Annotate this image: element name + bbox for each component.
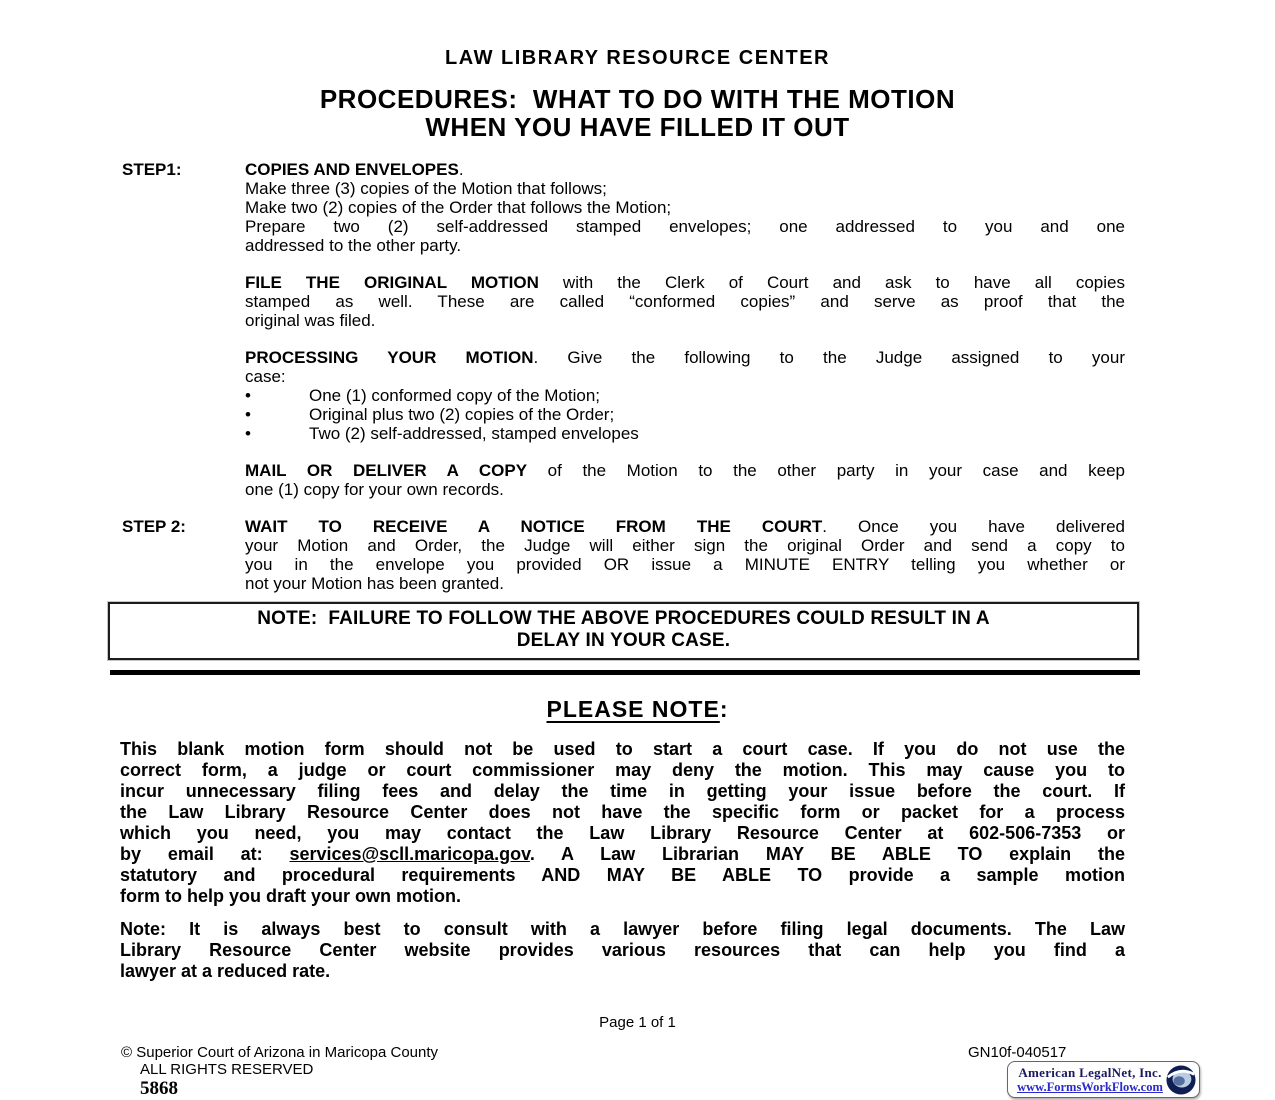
section-divider (110, 670, 1140, 675)
please-note-paragraph (120, 739, 1125, 907)
copies-heading-text: COPIES AND ENVELOPES (245, 160, 459, 179)
email-link[interactable]: services@scll.maricopa.gov (289, 844, 530, 864)
please-note-heading-text: PLEASE NOTE (546, 696, 720, 722)
processing-lead-text: PROCESSING YOUR MOTION (245, 348, 534, 367)
step-2-line-1 (245, 517, 1125, 536)
pn-para1-line-3: incur unnecessary filing fees and delay the time in getting your issue before the court. If (120, 781, 1125, 801)
file-paragraph (245, 273, 1125, 330)
warning-note-box (108, 602, 1139, 660)
bullet-icon: • (245, 386, 251, 405)
pn-para1-line-6-before: by email at: (120, 844, 290, 864)
formsworkflow-link[interactable]: www.FormsWorkFlow.com (1017, 1079, 1163, 1094)
title-line-2: WHEN YOU HAVE FILLED IT OUT (425, 112, 850, 142)
footer-copyright-block (121, 1044, 438, 1097)
pn-para2-line-2: Library Resource Center website provides various resources that can help you find a (120, 940, 1125, 960)
pn-para1-line-6 (120, 844, 1125, 865)
file-line-3: original was filed. (245, 311, 376, 330)
copies-line-3: Prepare two (2) self-addressed stamped envelopes; one addressed to you and one (245, 217, 1125, 236)
pn-para2-line-1: Note: It is always best to consult with a lawyer before filing legal documents. The Law (120, 919, 1125, 939)
step-2-label: STEP 2: (122, 517, 186, 536)
bullet-item (245, 405, 1125, 424)
mail-line-1 (245, 461, 1125, 480)
copies-line-1: Make three (3) copies of the Motion that follows; (245, 179, 607, 198)
step-1-content (245, 160, 1125, 517)
rights-reserved-line: ALL RIGHTS RESERVED (140, 1061, 314, 1078)
copies-line-4: addressed to the other party. (245, 236, 462, 255)
bullet-item-text: Two (2) self-addressed, stamped envelopes (309, 424, 639, 443)
processing-bullet-list (245, 386, 1125, 443)
mail-paragraph (245, 461, 1125, 499)
processing-line-1-rest: . Give the following to the Judge assigned to your (533, 348, 1125, 367)
step-2-line-1-rest: . Once you have delivered (822, 517, 1125, 536)
pn-para1-line-7: statutory and procedural requirements AND MAY BE ABLE TO provide a sample motion (120, 865, 1125, 885)
step-2-content (245, 517, 1125, 593)
processing-paragraph (245, 348, 1125, 386)
page-number: Page 1 of 1 (599, 1014, 676, 1031)
note-line-2: DELAY IN YOUR CASE. (516, 630, 731, 651)
bullet-icon: • (245, 424, 251, 443)
title-line-1: PROCEDURES: WHAT TO DO WITH THE MOTION (319, 84, 956, 114)
file-line-1 (245, 273, 1125, 292)
mail-line-1-rest: of the Motion to the other party in your case and keep (527, 461, 1125, 480)
pn-para1-line-1: This blank motion form should not be used to start a court case. If you do not use the (120, 739, 1125, 759)
copies-heading (245, 160, 1125, 179)
file-line-2: stamped as well. These are called “conformed copies” and serve as proof that the (245, 292, 1125, 311)
bullet-item-text: One (1) conformed copy of the Motion; (309, 386, 601, 405)
step-1-label: STEP1: (122, 160, 182, 179)
step-2-lead-text: WAIT TO RECEIVE A NOTICE FROM THE COURT (245, 517, 823, 536)
please-note-heading-colon: : (719, 696, 729, 722)
copyright-line: © Superior Court of Arizona in Maricopa County (121, 1044, 439, 1061)
copies-line-2: Make two (2) copies of the Order that follows the Motion; (245, 198, 672, 217)
please-note-heading (0, 696, 1275, 723)
legalnet-text-block (1014, 1066, 1166, 1094)
mail-lead-text: MAIL OR DELIVER A COPY (245, 461, 528, 480)
step-2-section (122, 517, 1125, 593)
american-legalnet-badge (1007, 1061, 1200, 1098)
page-title (0, 85, 1275, 141)
file-line-1-rest: with the Clerk of Court and ask to have all copies (538, 273, 1125, 292)
pn-para1-line-4: the Law Library Resource Center does not have the specific form or packet for a process (120, 802, 1125, 822)
procedure-steps (122, 160, 1125, 593)
pn-para1-line-6-after: . A Law Librarian MAY BE ABLE TO explain the (529, 844, 1125, 864)
form-number: 5868 (140, 1078, 178, 1099)
file-lead-text: FILE THE ORIGINAL MOTION (245, 273, 539, 292)
document-header: LAW LIBRARY RESOURCE CENTER (445, 47, 830, 69)
bullet-item-text: Original plus two (2) copies of the Order; (309, 405, 615, 424)
bullet-item (245, 424, 1125, 443)
pn-para1-line-8: form to help you draft your own motion. (120, 886, 461, 906)
note-line-1: NOTE: FAILURE TO FOLLOW THE ABOVE PROCEDURES COULD RESULT IN A (257, 608, 990, 629)
globe-icon (1166, 1065, 1196, 1095)
pn-para2-line-3: lawyer at a reduced rate. (120, 961, 331, 981)
pn-para1-line-2: correct form, a judge or court commissioner may deny the motion. This may cause you to (120, 760, 1125, 780)
document-code: GN10f-040517 (968, 1044, 1067, 1061)
step-2-line-4: not your Motion has been granted. (245, 574, 504, 593)
copies-heading-period: . (458, 160, 464, 179)
bullet-item (245, 386, 1125, 405)
bullet-icon: • (245, 405, 251, 424)
mail-line-2: one (1) copy for your own records. (245, 480, 504, 499)
step-2-line-3: you in the envelope you provided OR issue a MINUTE ENTRY telling you whether or (245, 555, 1125, 574)
legalnet-company-name: American LegalNet, Inc. (1018, 1064, 1162, 1080)
step-2-line-2: your Motion and Order, the Judge will either sign the original Order and send a copy to (245, 536, 1125, 555)
pn-para1-line-5: which you need, you may contact the Law Library Resource Center at 602-506-7353 or (120, 823, 1125, 843)
lawyer-note-paragraph (120, 919, 1125, 982)
processing-line-2: case: (245, 367, 286, 386)
step-1-section (122, 160, 1125, 517)
processing-line-1 (245, 348, 1125, 367)
